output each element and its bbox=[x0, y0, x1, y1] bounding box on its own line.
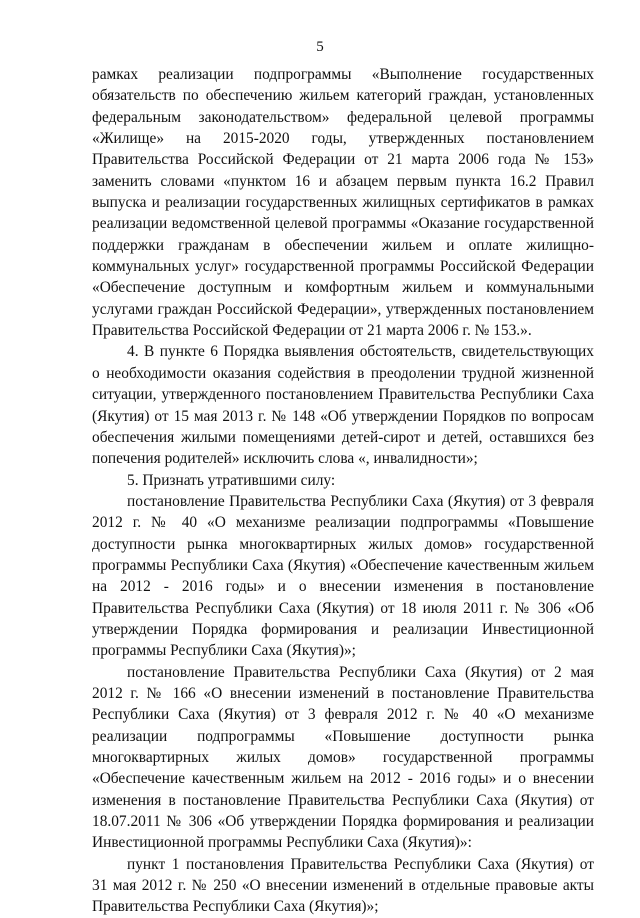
paragraph-item-5: 5. Признать утратившими силу: bbox=[127, 471, 336, 489]
page-number: 5 bbox=[316, 39, 324, 55]
paragraph-item-5-decree-250: пункт 1 постановления Правительства Республики Саха (Якутия) от 31 мая 2012 г. № 250 «О внесении изменений в отдельные правовые акты Правительства Республики Саха (Якутия)»; bbox=[92, 855, 594, 916]
paragraph-continuation: рамках реализации подпрограммы «Выполнение государственных обязательств по обеспечению жильем категорий граждан, установленных федеральным законодательством» федеральной целевой программы «Жилище» на 2015-2020 годы, утвержденных постановлением Правительства Российской Федерации от 21 марта 2006 года № 153» заменить словами «пунктом 16 и абзацем первым пункта 16.2 Правил выпуска и реализации государственных жилищных сертификатов в рамках реализации ведомственной целевой программы «Оказание государственной поддержки гражданам в обеспечении жильем и оплате жилищно-коммунальных услуг» государственной программы Российской Федерации «Обеспечение доступным и комфортным жильем и коммунальными услугами граждан Российской Федерации», утвержденных постановлением Правительства Российской Федерации от 21 марта 2006 г. № 153.». bbox=[92, 66, 594, 340]
paragraph-item-4: 4. В пункте 6 Порядка выявления обстоятельств, свидетельствующих о необходимости оказания содействия в преодолении трудной жизненной ситуации, утвержденного постановлением Правительства Республики Саха (Якутия) от 15 мая 2013 г. № 148 «Об утверждении Порядков по вопросам обеспечения жилыми помещениями детей-сирот и детей, оставшихся без попечения родителей» исключить слова «, инвалидности»; bbox=[92, 343, 594, 468]
document-body bbox=[92, 64, 594, 918]
paragraph-item-5-decree-40: постановление Правительства Республики Саха (Якутия) от 3 февраля 2012 г. № 40 «О механизме реализации подпрограммы «Повышение доступности рынка многоквартирных жилых домов» государственной программы Республики Саха (Якутия) «Обеспечение качественным жильем на 2012 - 2016 годы» и о внесении изменения в постановление Правительства Республики Саха (Якутия) от 18 июля 2011 г. № 306 «Об утверждении Порядка формирования и реализации Инвестиционной программы Республики Саха (Якутия)»; bbox=[92, 492, 594, 660]
paragraph-item-5-decree-166: постановление Правительства Республики Саха (Якутия) от 2 мая 2012 г. № 166 «О внесении изменений в постановление Правительства Республики Саха (Якутия) от 3 февраля 2012 г. № 40 «О механизме реализации подпрограммы «Повышение доступности рынка многоквартирных жилых домов» государственной программы «Обеспечение качественным жильем на 2012 - 2016 годы» и о внесении изменения в постановление Правительства Республики Саха (Якутия) от 18.07.2011 № 306 «Об утверждении Порядка формирования и реализации Инвестиционной программы Республики Саха (Якутия)»: bbox=[92, 663, 594, 852]
